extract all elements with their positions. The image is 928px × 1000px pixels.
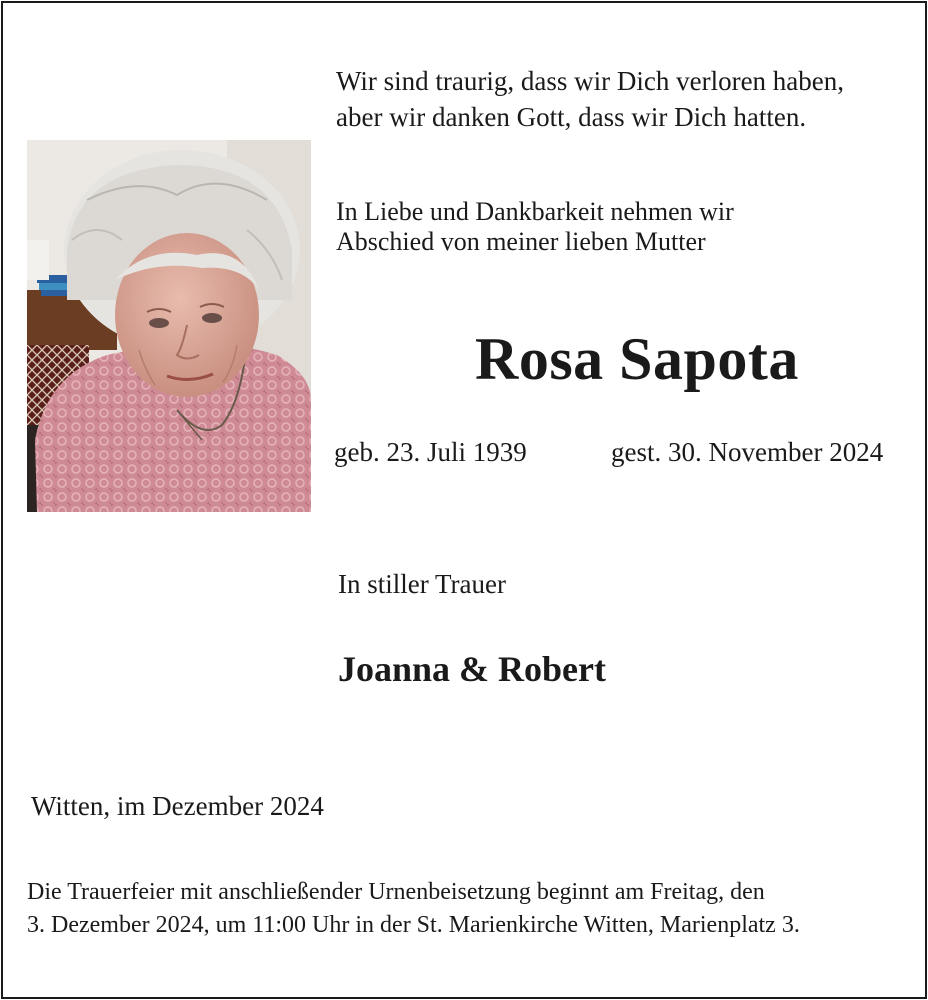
- birth-date: geb. 23. Juli 1939: [334, 437, 527, 467]
- notice-line: 3. Dezember 2024, um 11:00 Uhr in der St. Marienkirche Witten, Marienplatz 3.: [27, 912, 800, 938]
- intro-line: In Liebe und Dankbarkeit nehmen wir: [336, 197, 734, 226]
- death-date: gest. 30. November 2024: [611, 437, 884, 467]
- portrait-photo: [27, 140, 311, 512]
- deceased-name: Rosa Sapota: [475, 326, 799, 392]
- verse-line: aber wir danken Gott, dass wir Dich hatten.: [336, 102, 807, 132]
- notice-line: Die Trauerfeier mit anschließender Urnenbeisetzung beginnt am Freitag, den: [27, 879, 765, 905]
- verse: [336, 63, 844, 135]
- verse-line: Wir sind traurig, dass wir Dich verloren haben,: [336, 66, 845, 96]
- mourner-names: Joanna & Robert: [338, 649, 606, 689]
- farewell-intro: [336, 197, 734, 257]
- intro-line: Abschied von meiner lieben Mutter: [336, 227, 706, 256]
- place-date: Witten, im Dezember 2024: [31, 791, 324, 821]
- mourning-intro: In stiller Trauer: [338, 569, 506, 599]
- service-notice: [27, 876, 800, 942]
- obituary-card: [1, 1, 927, 999]
